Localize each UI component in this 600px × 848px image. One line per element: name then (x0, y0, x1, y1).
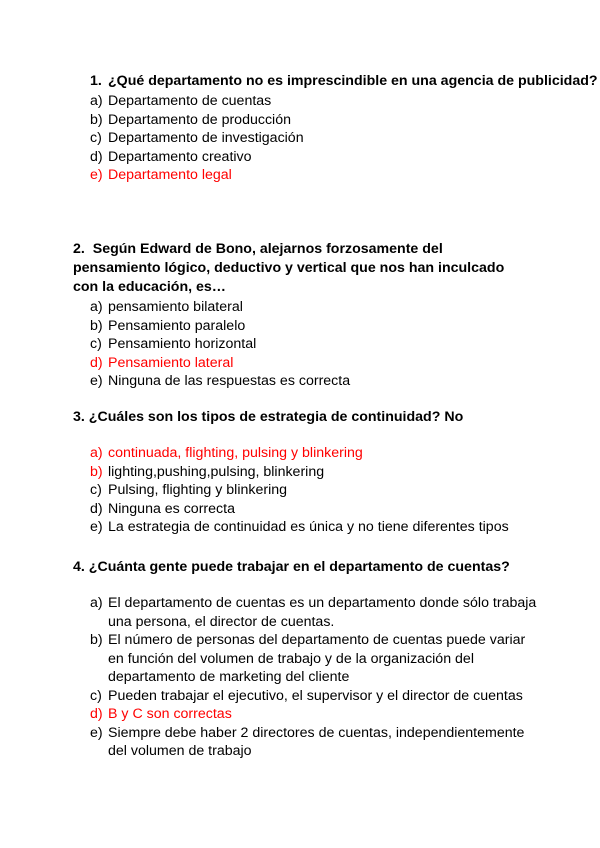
option-letter: b) (90, 111, 103, 128)
option-text: Ninguna de las respuestas es correcta (108, 373, 351, 389)
option-d (0, 148, 600, 167)
option-letter: d) (90, 500, 103, 517)
question-number: 2. (73, 241, 85, 257)
option-d (0, 500, 600, 519)
question-text: ¿Qué departamento no es imprescindible en una agencia de publicidad? (108, 73, 598, 89)
option-letter: e) (90, 724, 103, 741)
option-b (0, 463, 600, 482)
option-c (0, 687, 600, 706)
option-text: lighting,pushing,pulsing, blinkering (108, 463, 325, 480)
option-a-correct (0, 444, 600, 463)
question-text: Según Edward de Bono, alejarnos forzosamente del pensamiento lógico, deductivo y vertical que nos han inculcado con la educación, es… (73, 241, 505, 295)
options-list (0, 594, 600, 761)
option-text: Pulsing, flighting y blinkering (108, 482, 288, 498)
option-b (0, 317, 600, 336)
question-2 (0, 240, 600, 391)
option-letter: a) (90, 299, 103, 315)
option-letter: a) (90, 93, 103, 109)
option-letter: e) (90, 519, 103, 535)
question-title (0, 408, 600, 427)
option-text: B y C son correctas (108, 706, 232, 722)
option-c (0, 481, 600, 500)
option-text: Departamento de investigación (108, 130, 304, 146)
option-d-correct (0, 354, 600, 373)
question-text: ¿Cuánta gente puede trabajar en el departamento de cuentas? (88, 559, 510, 575)
question-number: 3. (73, 409, 85, 425)
option-text: Pueden trabajar el ejecutivo, el supervisor y el director de cuentas (108, 687, 523, 704)
option-text: Ninguna es correcta (108, 500, 235, 517)
question-number: 4. (73, 559, 85, 575)
option-text: Departamento de cuentas (108, 93, 272, 109)
question-title (0, 240, 600, 297)
option-letter: e) (90, 167, 103, 183)
options-list (0, 298, 600, 391)
option-letter: c) (90, 336, 102, 352)
option-a (0, 298, 600, 317)
option-e (0, 724, 600, 761)
option-letter: c) (90, 687, 102, 704)
options-list (0, 444, 600, 537)
option-letter: c) (90, 482, 102, 498)
option-letter: d) (90, 354, 103, 371)
option-text: Departamento legal (108, 167, 232, 183)
option-c (0, 129, 600, 148)
option-letter: a) (90, 445, 103, 461)
option-letter: d) (90, 148, 103, 165)
option-text: continuada, flighting, pulsing y blinkering (108, 445, 363, 461)
question-title (0, 558, 600, 577)
question-3 (0, 408, 600, 537)
option-letter: c) (90, 130, 102, 146)
option-letter: b) (90, 317, 103, 334)
option-b (0, 631, 600, 687)
option-text: pensamiento bilateral (108, 299, 243, 315)
option-letter: e) (90, 373, 103, 389)
option-text: El departamento de cuentas es un departamento donde sólo trabaja una persona, el director de cuentas. (108, 595, 537, 630)
option-c (0, 335, 600, 354)
option-text: Departamento creativo (108, 148, 252, 165)
option-text: El número de personas del departamento de cuentas puede variar en función del volumen de trabajo y de la organización del departamento de marketing del cliente (108, 632, 526, 685)
option-e (0, 372, 600, 391)
option-letter: b) (90, 632, 103, 648)
question-1 (0, 72, 600, 185)
option-text: Pensamiento lateral (108, 354, 234, 371)
option-letter: d) (90, 706, 103, 722)
question-number: 1. (90, 73, 102, 89)
option-letter: a) (90, 595, 103, 611)
options-list (0, 92, 600, 185)
option-b (0, 111, 600, 130)
option-text: Departamento de producción (108, 111, 291, 128)
option-text: Pensamiento horizontal (108, 336, 257, 352)
option-letter: b) (90, 463, 103, 480)
option-d-correct (0, 705, 600, 724)
option-e (0, 518, 600, 537)
option-a (0, 92, 600, 111)
option-text: La estrategia de continuidad es única y no tiene diferentes tipos (108, 519, 509, 535)
option-text: Pensamiento paralelo (108, 317, 246, 334)
question-4 (0, 558, 600, 761)
option-a (0, 594, 600, 631)
question-text: ¿Cuáles son los tipos de estrategia de continuidad? No (88, 409, 464, 425)
option-text: Siempre debe haber 2 directores de cuentas, independientemente del volumen de trabajo (108, 724, 525, 759)
option-e-correct (0, 166, 600, 185)
question-title (0, 72, 600, 91)
